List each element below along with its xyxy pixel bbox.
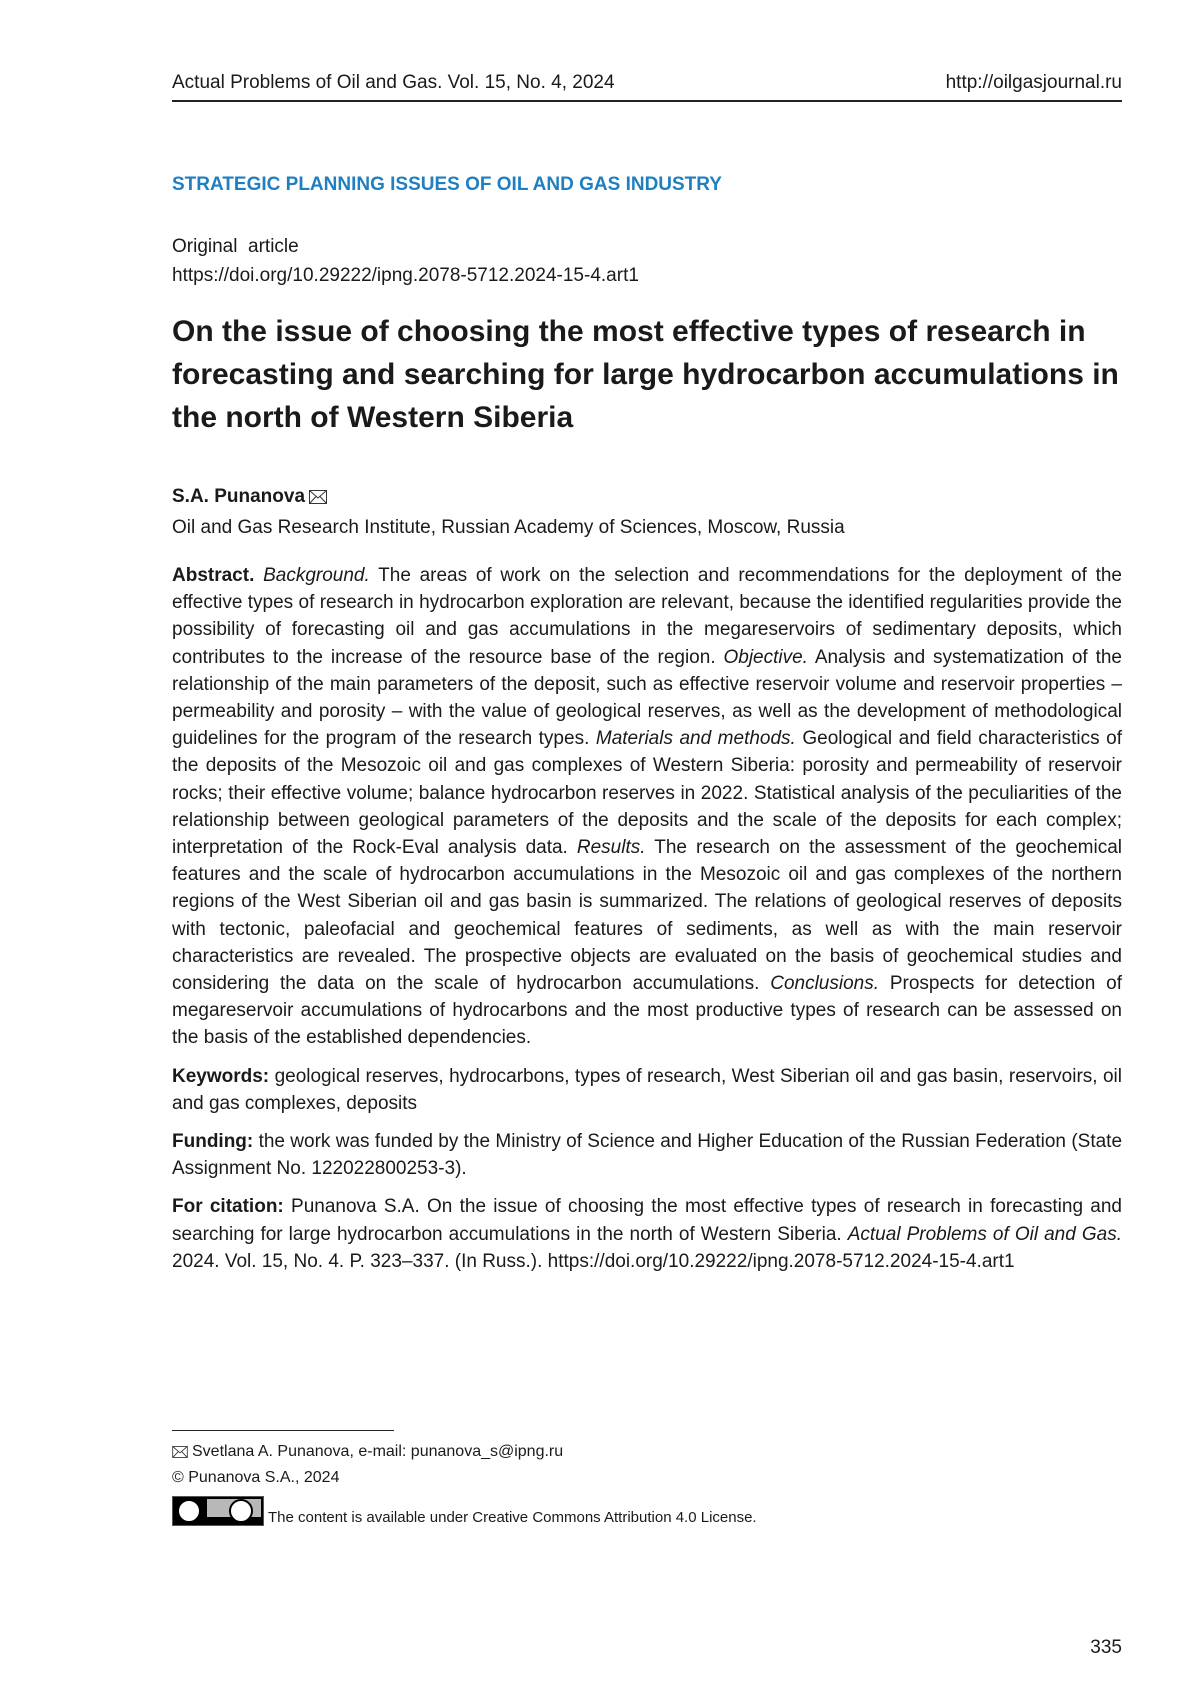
- journal-url[interactable]: http://oilgasjournal.ru: [945, 72, 1122, 93]
- footnotes: [172, 1440, 563, 1490]
- cc-by-badge-icon[interactable]: [172, 1496, 264, 1526]
- conclusions-label: Conclusions.: [770, 973, 880, 995]
- author-block: [172, 482, 845, 542]
- abstract: [172, 562, 1122, 1052]
- keywords-text: geological reserves, hydrocarbons, types of research, West Siberian oil and gas basin, reservoirs, oil and gas complexes, deposits: [172, 1065, 1122, 1114]
- citation-journal: Actual Problems of Oil and Gas.: [847, 1223, 1122, 1245]
- methods-text: Geological and field characteristics of the deposits of the Mesozoic oil and gas complexes of Western Siberia: porosity and permeability of reservoir rocks; their effective volume; balance hydrocarbon reserves in 2022. Statistical analysis of the peculiarities of the relationship between geological parameters of the deposits and the scale of the deposits for each complex; interpretation of the Rock-Eval analysis data.: [172, 728, 1122, 859]
- contact-text: Svetlana A. Punanova, e-mail: punanova_s@ipng.ru: [192, 1443, 564, 1460]
- citation-label: For citation:: [172, 1196, 284, 1218]
- running-header: [172, 72, 1122, 102]
- author-affiliation: Oil and Gas Research Institute, Russian Academy of Sciences, Moscow, Russia: [172, 517, 845, 538]
- section-label: STRATEGIC PLANNING ISSUES OF OIL AND GAS INDUSTRY: [172, 174, 722, 195]
- results-text: The research on the assessment of the geochemical features and the scale of hydrocarbon accumulations in the Mesozoic oil and gas complexes of the northern regions of the West Siberian oil and gas basin is summarized. The relations of geological reserves of deposits with tectonic, paleofacial and geochemical features of sediments, as well as with the main reservoir characteristics are revealed. The prospective objects are evaluated on the basis of geochemical studies and considering the data on the scale of hydrocarbon accumulations.: [172, 837, 1123, 995]
- funding-label: Funding:: [172, 1131, 254, 1153]
- author-name: S.A. Punanova: [172, 486, 306, 507]
- license: [172, 1496, 757, 1526]
- page-number: 335: [1090, 1637, 1122, 1658]
- citation-text-after: 2024. Vol. 15, No. 4. P. 323–337. (In Russ.). https://doi.org/10.29222/ipng.2078-5712.2024-15-4.art1: [172, 1250, 1015, 1272]
- abstract-label: Abstract.: [172, 565, 255, 586]
- keywords-label: Keywords:: [172, 1065, 270, 1087]
- contact-footnote: [172, 1440, 563, 1466]
- methods-label: Materials and methods.: [595, 728, 796, 750]
- article-meta: [172, 232, 639, 290]
- citation-text-before: Punanova S.A. On the issue of choosing the most effective types of research in forecasting and searching for large hydrocarbon accumulations in the north of Western Siberia.: [172, 1196, 1122, 1245]
- objective-label: Objective.: [723, 646, 808, 668]
- results-label: Results.: [576, 837, 646, 859]
- doi-link[interactable]: https://doi.org/10.29222/ipng.2078-5712.2024-15-4.art1: [172, 265, 639, 286]
- keywords: [172, 1063, 1122, 1117]
- background-label: Background.: [263, 565, 370, 586]
- copyright: © Punanova S.A., 2024: [172, 1469, 340, 1486]
- article-type: Original article: [172, 236, 299, 257]
- article-title: On the issue of choosing the most effective types of research in forecasting and searching for large hydrocarbon accumulations in the north of Western Siberia: [172, 315, 1119, 434]
- article-body: [172, 562, 1122, 1286]
- citation: [172, 1193, 1122, 1275]
- envelope-icon: [172, 1442, 188, 1466]
- license-text: The content is available under Creative Commons Attribution 4.0 License.: [268, 1509, 757, 1526]
- background-text: The areas of work on the selection and recommendations for the deployment of the effective types of research in hydrocarbon exploration are relevant, because the identified regularities provide the possibility of forecasting oil and gas accumulations in the megareservoirs of sedimentary deposits, which contributes to the increase of the resource base of the region.: [172, 565, 1122, 668]
- objective-text: Analysis and systematization of the relationship of the main parameters of the deposit, such as effective reservoir volume and reservoir properties – permeability and porosity – with the value of geological reserves, as well as the development of methodological guidelines for the program of the research types.: [172, 646, 1122, 750]
- funding: [172, 1128, 1122, 1182]
- conclusions-text: Prospects for detection of megareservoir accumulations of hydrocarbons and the most productive types of research can be assessed on the basis of the established dependencies.: [172, 973, 1122, 1049]
- footnote-divider: [172, 1430, 394, 1431]
- funding-text: the work was funded by the Ministry of Science and Higher Education of the Russian Federation (State Assignment No. 122022800253-3).: [172, 1131, 1123, 1180]
- envelope-icon[interactable]: [309, 484, 327, 513]
- journal-name: Actual Problems of Oil and Gas. Vol. 15, No. 4, 2024: [172, 72, 615, 93]
